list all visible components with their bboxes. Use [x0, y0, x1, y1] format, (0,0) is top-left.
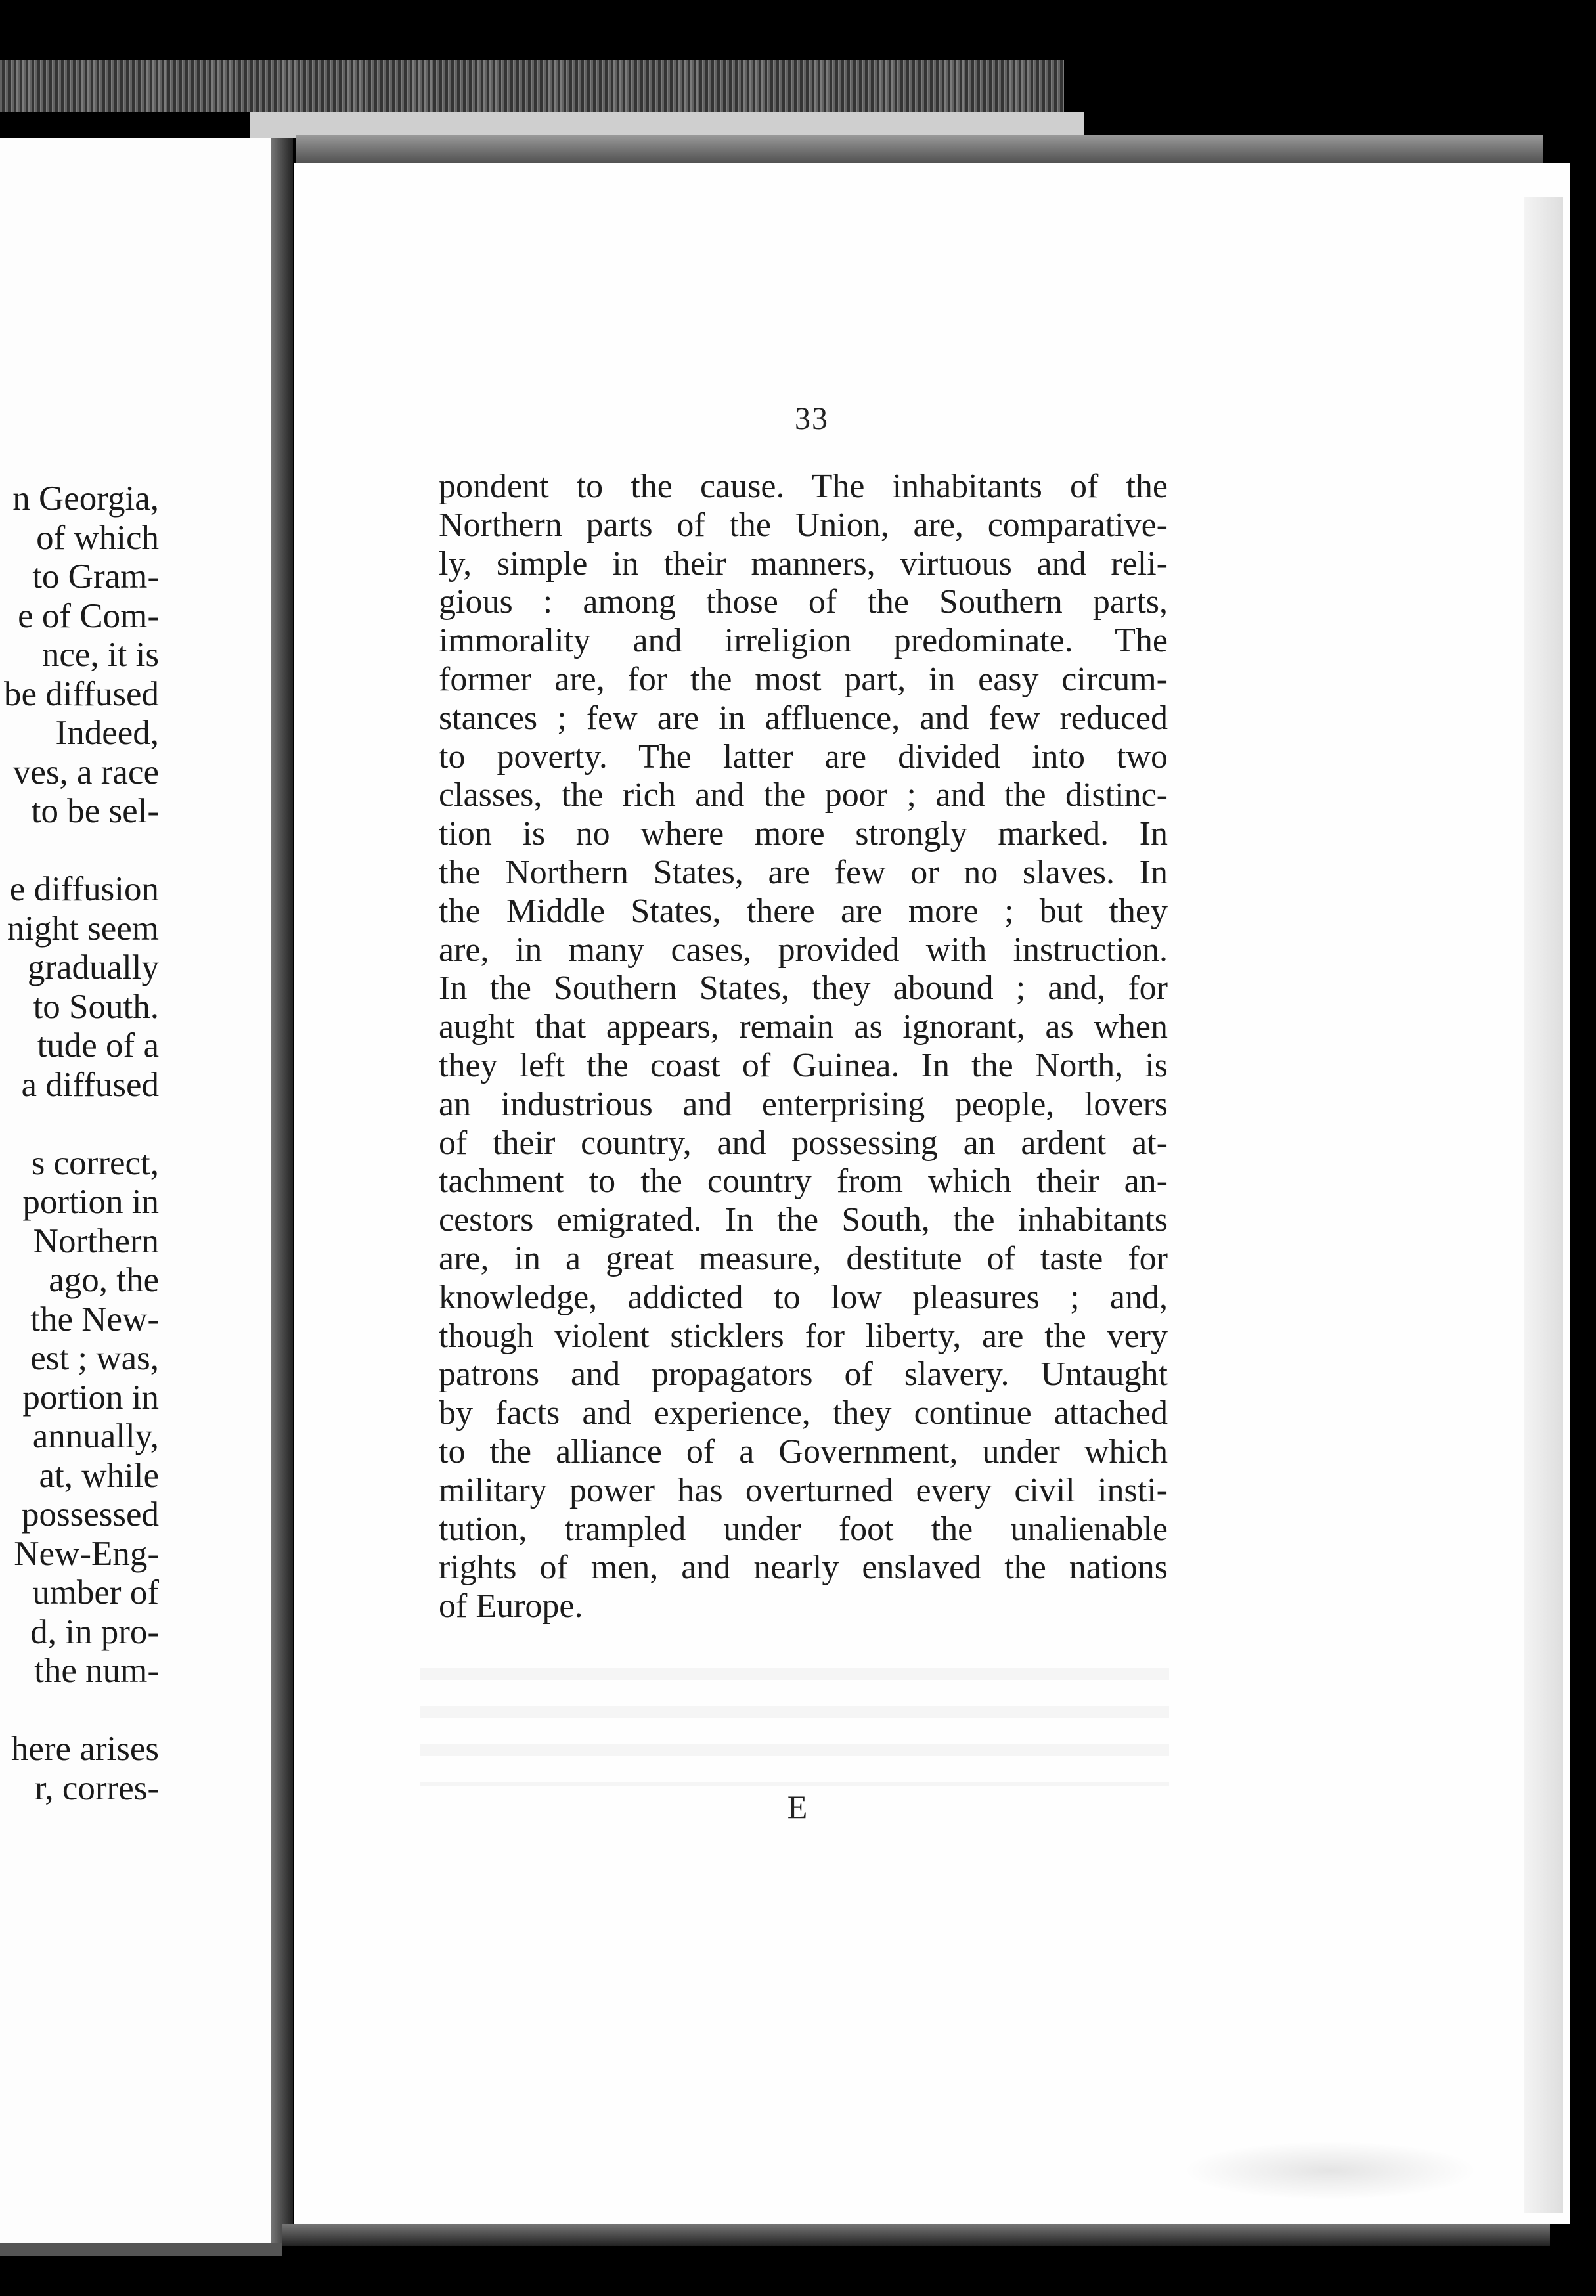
text-line: to poverty. The latter are divided into two [439, 738, 1168, 776]
right-page-edge [1524, 197, 1563, 2213]
gutter-shadow [271, 138, 293, 2243]
left-text-line: ago, the [49, 1261, 159, 1299]
binding-edge-top [0, 60, 1064, 112]
left-text-line: New-Eng- [14, 1534, 159, 1573]
text-line: tachment to the country from which their an- [439, 1162, 1168, 1201]
text-line: cestors emigrated. In the South, the inhabitants [439, 1201, 1168, 1239]
body-paragraph [439, 468, 1168, 1626]
text-line: by facts and experience, they continue attached [439, 1394, 1168, 1432]
left-text-line: Northern [33, 1222, 159, 1260]
left-text-line: to Gram- [32, 558, 159, 596]
left-text-line: be diffused [4, 674, 159, 713]
left-text-line: e of Com- [18, 596, 159, 635]
left-text-line: to South. [33, 987, 159, 1026]
text-line: ly, simple in their manners, virtuous and reli- [439, 544, 1168, 583]
text-line: they left the coast of Guinea. In the North, is [439, 1046, 1168, 1084]
text-line: aught that appears, remain as ignorant, as when [439, 1008, 1168, 1046]
left-text-line: r, corres- [34, 1769, 159, 1807]
left-text-line: n Georgia, [12, 479, 159, 518]
left-text-line: e diffusion [9, 870, 159, 908]
bleed-through [420, 1655, 1169, 1786]
left-text-line: to be sel- [31, 792, 159, 830]
text-line: though violent sticklers for liberty, are the very [439, 1317, 1168, 1355]
text-line: are, in many cases, provided with instruction. [439, 931, 1168, 969]
text-line: tution, trampled under foot the unalienable [439, 1510, 1168, 1548]
left-text-line: a diffused [21, 1065, 159, 1104]
left-text-line: nce, it is [41, 636, 159, 674]
text-line: knowledge, addicted to low pleasures ; and, [439, 1278, 1168, 1316]
text-line: In the Southern States, they abound ; and, for [439, 969, 1168, 1007]
left-text-line: here arises [11, 1730, 159, 1768]
left-text-line: s correct, [31, 1143, 159, 1182]
left-page-bottom-edge [0, 2243, 282, 2256]
left-text-line: portion in [22, 1183, 159, 1221]
text-line: former are, for the most part, in easy circum- [439, 660, 1168, 698]
left-text-line: of which [36, 518, 159, 557]
left-text-line [0, 831, 159, 871]
left-text-line: annually, [32, 1417, 159, 1455]
page-stain [1182, 2141, 1478, 2200]
left-text-line: umber of [32, 1574, 159, 1612]
left-text-line: the num- [34, 1652, 159, 1690]
text-line: are, in a great measure, destitute of taste for [439, 1239, 1168, 1277]
text-line: gious : among those of the Southern parts, [439, 583, 1168, 621]
text-line: of their country, and possessing an ardent at- [439, 1124, 1168, 1162]
left-text-line: night seem [7, 909, 159, 948]
page-top-edge [296, 135, 1543, 166]
text-line: rights of men, and nearly enslaved the nations [439, 1549, 1168, 1587]
text-line: tion is no where more strongly marked. In [439, 815, 1168, 853]
left-text-line: gradually [27, 948, 159, 986]
left-text-line: ves, a race [12, 753, 159, 791]
signature-mark: E [787, 1788, 808, 1825]
left-text-line [0, 1105, 159, 1144]
text-line: pondent to the cause. The inhabitants of the [439, 468, 1168, 505]
left-page [0, 138, 271, 2243]
page-bottom-edge [282, 2224, 1550, 2246]
page-number: 33 [795, 401, 829, 436]
text-line: patrons and propagators of slavery. Untaught [439, 1356, 1168, 1394]
binding-edge-top-light [250, 112, 1084, 138]
left-text-line: d, in pro- [30, 1612, 159, 1651]
left-text-line: est ; was, [30, 1339, 159, 1377]
text-line: the Northern States, are few or no slaves. In [439, 853, 1168, 891]
left-text-line [0, 1691, 159, 1731]
left-text-line: Indeed, [55, 714, 159, 752]
text-line: Northern parts of the Union, are, comparative- [439, 506, 1168, 544]
text-line: immorality and irreligion predominate. The [439, 622, 1168, 660]
text-line: military power has overturned every civil insti- [439, 1471, 1168, 1509]
text-line: stances ; few are in affluence, and few reduced [439, 699, 1168, 737]
left-text-line: at, while [39, 1456, 159, 1495]
text-line: an industrious and enterprising people, lovers [439, 1085, 1168, 1123]
left-text-line: portion in [22, 1378, 159, 1417]
left-text-line: possessed [21, 1495, 159, 1534]
text-line: classes, the rich and the poor ; and the distinc- [439, 776, 1168, 814]
text-line: of Europe. [439, 1587, 583, 1625]
left-text-line: the New- [30, 1300, 159, 1338]
text-line: the Middle States, there are more ; but they [439, 892, 1168, 930]
left-text-line: tude of a [37, 1027, 159, 1065]
left-page-text [0, 479, 159, 1808]
text-line: to the alliance of a Government, under which [439, 1432, 1168, 1470]
